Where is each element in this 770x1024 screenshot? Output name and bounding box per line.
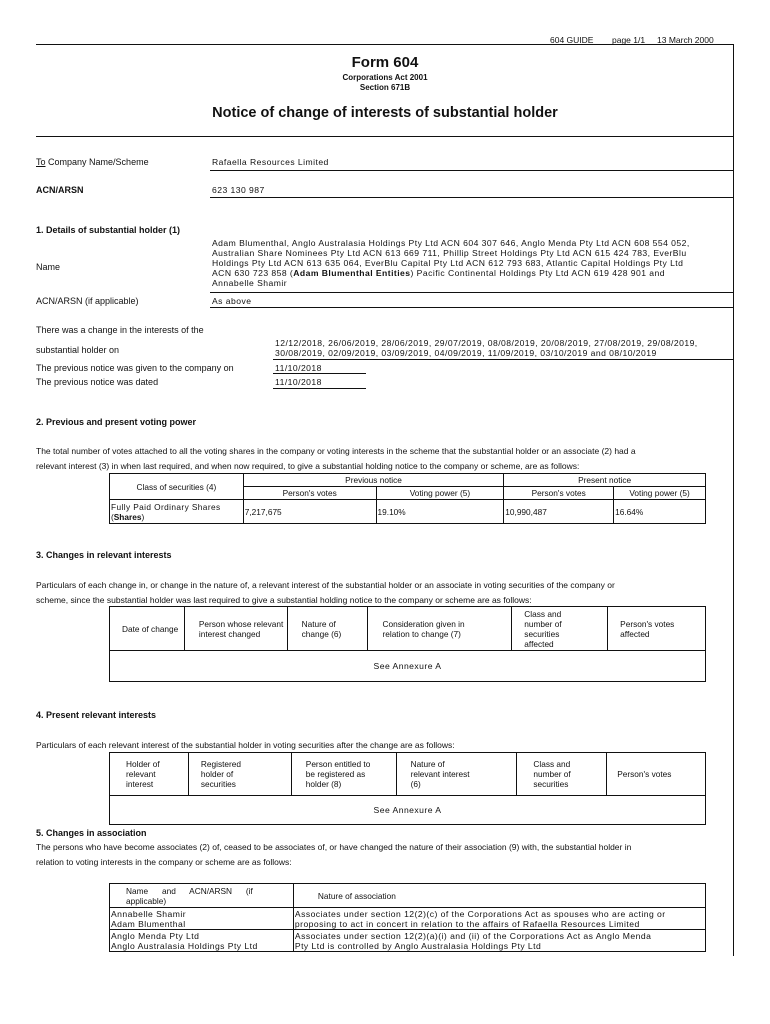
table-row [110,908,706,930]
dated-rule [273,388,366,389]
company-label: Company Name/Scheme [48,157,149,167]
change-label-1: There was a change in the interests of the [36,325,204,335]
change-label-2: substantial holder on [36,345,120,355]
s5-heading: 5. Changes in association [36,828,147,838]
table-row [110,500,706,524]
s3-para-1: Particulars of each change in, or change in the nature of, a relevant interest of the substantial holder or an associate in voting securities of the company or [36,580,615,590]
dated-value: 11/10/2018 [275,377,322,387]
association-nature-cell: Associates under section 12(2)(c) of the Corporations Act as spouses who are acting or proposing to act in concert in relation to the affairs of Rafaella Resources Limited [293,908,705,930]
class-header: Class of securities (4) [110,474,244,500]
name-acn-header: Name and ACN/ARSN (if applicable) [110,884,294,908]
page-label: page 1/1 [612,35,646,45]
registered-holder-header: Registered holder of securities [188,753,291,796]
holder-defined-term: Adam Blumenthal Entities [293,268,411,278]
given-value: 11/10/2018 [275,363,322,373]
previous-notice-header: Previous notice [243,474,504,487]
table-row [110,930,706,952]
present-interests-table [109,752,706,825]
s4-heading: 4. Present relevant interests [36,710,157,720]
nature-of-change-header: Nature of change (6) [287,607,368,651]
pres-persons-votes-header: Person's votes [504,487,614,500]
consideration-header: Consideration given in relation to change (7) [368,607,512,651]
s1-acn-rule [210,307,734,308]
acn-rule [210,197,734,198]
dated-label: The previous notice was dated [36,377,159,387]
date-of-change-header: Date of change [110,607,185,651]
company-value: Rafaella Resources Limited [212,157,329,167]
holder-name-block [212,238,690,288]
change-dates-1: 12/12/2018, 26/06/2019, 28/06/2019, 29/07/2019, 08/08/2019, 20/08/2019, 27/08/2019, 29/08/2019, [275,338,698,348]
change-dates-2: 30/08/2019, 02/09/2019, 03/09/2019, 04/09/2019, 11/09/2019, 03/10/2019 and 08/10/2019 [275,348,657,358]
holder-name-line: ACN 630 723 858 (Adam Blumenthal Entities) Pacific Continental Holdings Pty Ltd ACN 619 428 901 and [212,268,665,278]
act-label: Corporations Act 2001 [342,73,428,82]
given-rule [273,373,366,374]
persons-votes-header: Person's votes [607,753,706,796]
prev-power-cell: 19.10% [376,500,504,524]
entitled-person-header: Person entitled to be registered as holder (8) [291,753,396,796]
s5-para-1: The persons who have become associates (2) of, ceased to be associates of, or have changed the nature of their association (9) with, the substantial holder in [36,842,632,852]
holder-name-line: Australian Share Nominees Pty Ltd ACN 613 669 711, Phillip Street Holdings Pty Ltd ACN 615 424 783, EverBlu [212,248,687,258]
guide-label: 604 GUIDE [550,35,594,45]
name-label: Name [36,262,61,272]
title-rule [36,136,734,137]
class-cell: Fully Paid Ordinary Shares (Shares) [110,500,244,524]
s4-para: Particulars of each relevant interest of the substantial holder in voting securities after the change are as follows: [36,740,455,750]
s5-para-2: relation to voting interests in the company or scheme are as follows: [36,857,292,867]
s1-acn-label: ACN/ARSN (if applicable) [36,296,139,306]
company-rule [210,170,734,171]
form-title: Form 604 [351,54,419,71]
name-rule [210,292,734,293]
change-dates-rule [273,359,734,360]
s1-acn-value: As above [212,296,252,306]
holder-name-line: Adam Blumenthal, Anglo Australasia Holdings Pty Ltd ACN 604 307 646, Anglo Menda Pty Ltd ACN 608 554 052, [212,238,690,248]
holder-name-line: Annabelle Shamir [212,278,288,288]
s2-para-1: The total number of votes attached to all the voting shares in the company or voting interests in the scheme that the substantial holder or an associate (2) had a [36,446,636,456]
pres-votes-cell: 10,990,487 [504,500,614,524]
s2-para-2: relevant interest (3) in when last required, and when now required, to give a substantial holding notice to the company or scheme, are as follows: [36,461,580,471]
s3-para-2: scheme, since the substantial holder was last required to give a substantial holding notice to the company or scheme are as follows: [36,595,532,605]
prev-votes-cell: 7,217,675 [243,500,376,524]
association-table [109,883,706,952]
s2-heading: 2. Previous and present voting power [36,417,197,427]
to-row [36,157,149,167]
prev-persons-votes-header: Person's votes [243,487,376,500]
holder-header: Holder of relevant interest [110,753,189,796]
given-label: The previous notice was given to the company on [36,363,234,373]
holder-name-line: Holdings Pty Ltd ACN 613 635 064, EverBlu Capital Pty Ltd ACN 612 793 683, Atlantic Capital Holdings Pty Ltd [212,258,684,268]
s1-heading: 1. Details of substantial holder (1) [36,225,181,235]
right-rule [733,44,734,956]
votes-affected-header: Person's votes affected [608,607,706,651]
annexure-ref: See Annexure A [110,651,706,682]
date-label: 13 March 2000 [657,35,714,45]
class-number-header: Class and number of securities [517,753,607,796]
person-changed-header: Person whose relevant interest changed [184,607,287,651]
voting-power-table [109,473,706,524]
annexure-ref: See Annexure A [110,796,706,825]
table-row [110,796,706,825]
acn-value: 623 130 987 [212,185,265,195]
nature-interest-header: Nature of relevant interest (6) [396,753,517,796]
acn-label: ACN/ARSN [36,185,84,195]
securities-affected-header: Class and number of securities affected [512,607,608,651]
association-names-cell: Annabelle Shamir Adam Blumenthal [110,908,294,930]
table-row [110,651,706,682]
association-nature-cell: Associates under section 12(2)(a)(i) and (ii) of the Corporations Act as Anglo Menda Pty Ltd is controlled by Anglo Australasia Holdings Pty Ltd [293,930,705,952]
s3-heading: 3. Changes in relevant interests [36,550,172,560]
section-label: Section 671B [359,83,411,92]
present-notice-header: Present notice [504,474,706,487]
prev-voting-power-header: Voting power (5) [376,487,504,500]
to-label: To [36,157,46,167]
pres-power-cell: 16.64% [614,500,706,524]
pres-voting-power-header: Voting power (5) [614,487,706,500]
nature-association-header: Nature of association [293,884,705,908]
changes-table [109,606,706,682]
association-names-cell: Anglo Menda Pty Ltd Anglo Australasia Holdings Pty Ltd [110,930,294,952]
notice-title: Notice of change of interests of substantial holder [212,105,558,121]
